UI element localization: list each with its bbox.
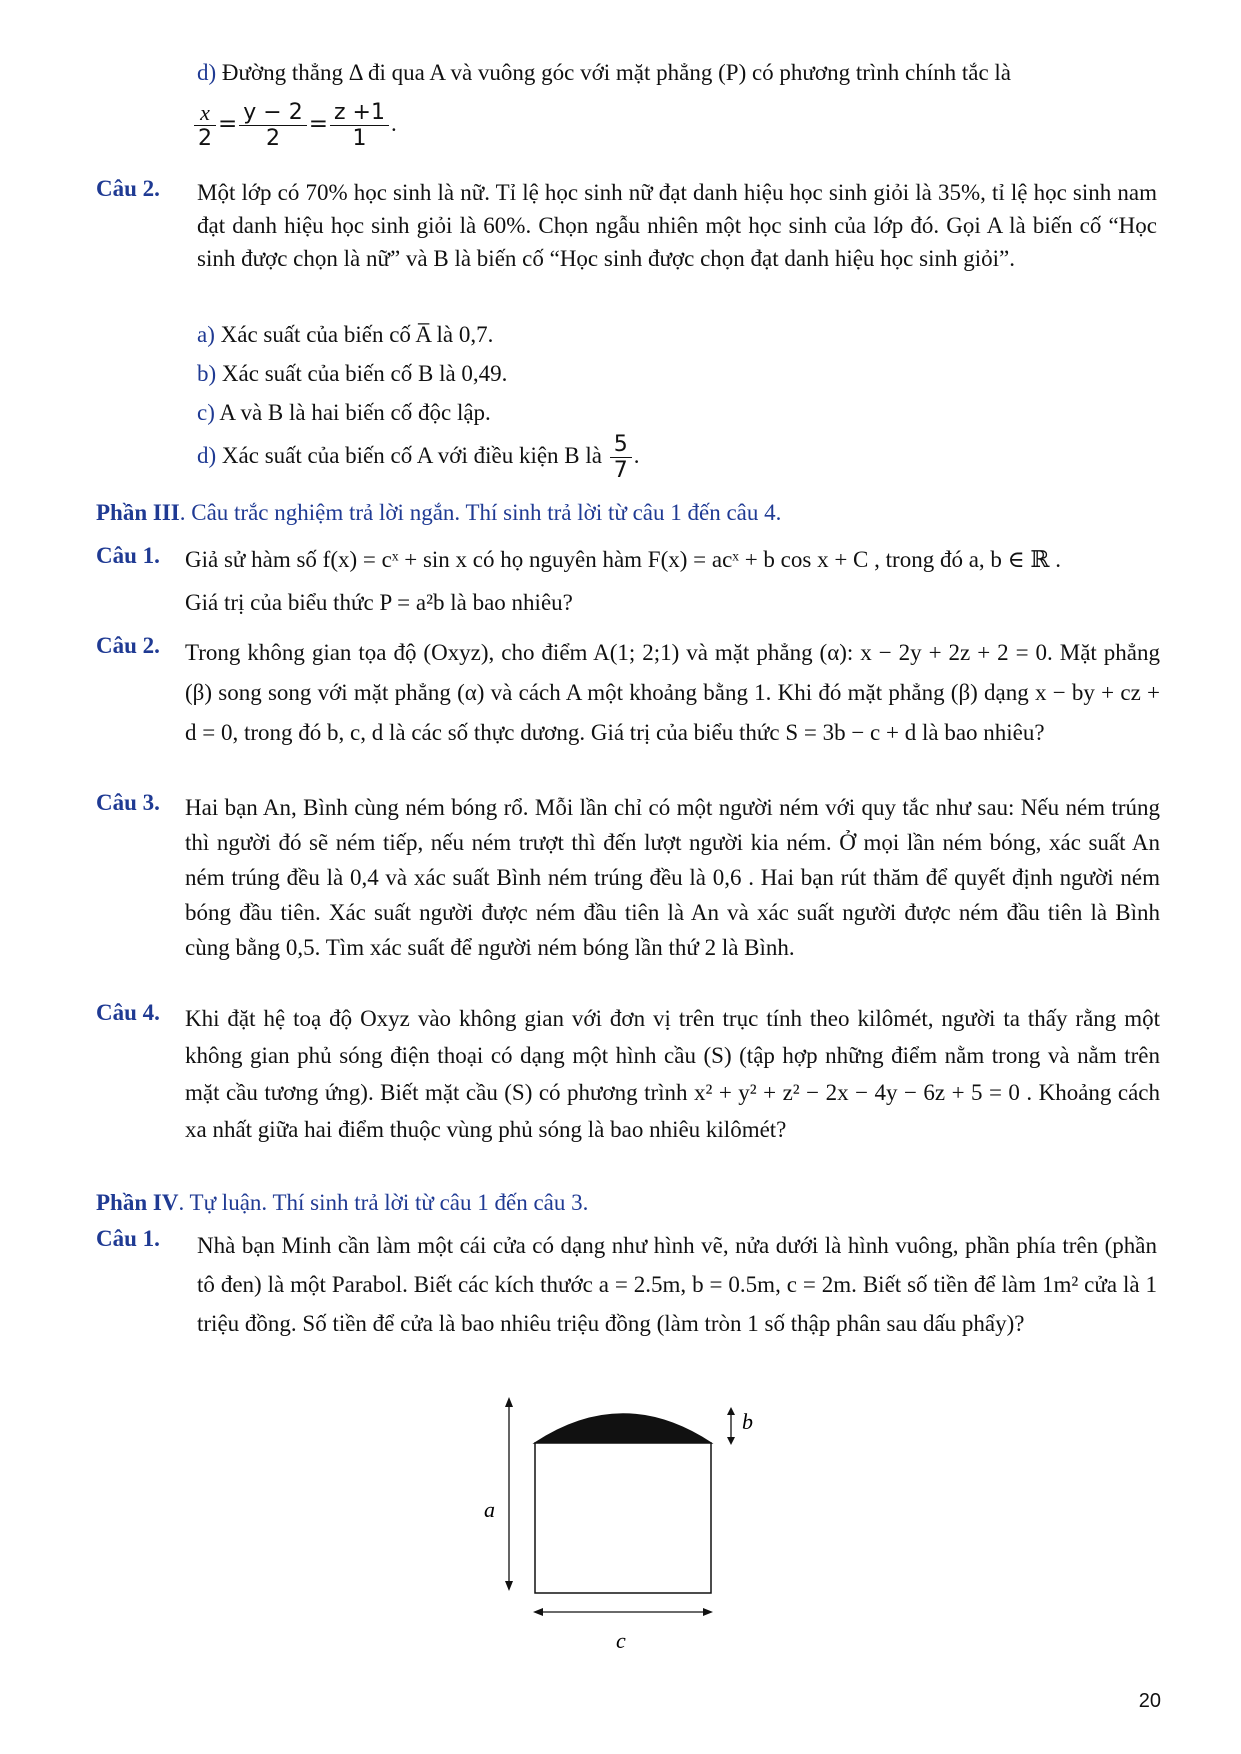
numerator: z +1 — [330, 100, 389, 126]
option-b — [197, 357, 1147, 390]
fraction — [194, 100, 216, 152]
label-c: c — [616, 1628, 626, 1653]
denominator: 1 — [352, 126, 367, 152]
fraction — [610, 432, 632, 484]
door-figure — [460, 1395, 780, 1655]
option-prefix: d) — [197, 60, 217, 85]
option-d: d) Xác suất của biến cố A với điều kiện B là $\frac{5}{7}$ . — [197, 432, 640, 484]
question-text: Trong không gian tọa độ (Oxyz), cho điểm A(1; 2;1) và mặt phẳng (α): x − 2y + 2z + 2 = 0. Mặt phẳng (β) song song với mặt phẳng (α) và cách A một khoảng bằng 1. Khi đó mặt phẳng (β) dạng x − by + cz + d = 0, trong đó b, c, d là các số thực dương. Giá trị của biểu thức S = 3b − c + d là bao nhiêu? — [185, 640, 1160, 745]
section-header — [96, 500, 781, 526]
option-prefix: d) — [197, 443, 217, 469]
arrow-head — [727, 1407, 735, 1415]
denominator: 7 — [613, 458, 628, 484]
option-text: A và B là hai biến cố độc lập. — [219, 400, 491, 425]
question-text: Hai bạn An, Bình cùng ném bóng rổ. Mỗi lần chỉ có một người ném với quy tắc như sau: Nếu ném trúng thì người đó sẽ ném tiếp, nếu ném trượt thì đến lượt người kia ném. Ở mọi lần ném bóng, xác suất An ném trúng đều là 0,4 và xác suất Bình ném trúng đều là 0,6 . Hai bạn rút thăm để quyết định người ném bóng đầu tiên. Xác suất người được ném đầu tiên là An và xác suất người được ném đầu tiên là Bình cùng bằng 0,5. Tìm xác suất để người ném bóng lần thứ 2 là Bình. — [185, 795, 1160, 960]
equals-sign: = — [308, 111, 328, 138]
arrow-head — [703, 1608, 713, 1616]
denominator: 2 — [198, 126, 212, 152]
question-line: Giả sử hàm số f(x) = cˣ + sin x có họ nguyên hàm F(x) = acˣ + b cos x + C , trong đó a, b ∈ ℝ . — [185, 547, 1062, 572]
equals-sign: = — [218, 111, 238, 138]
option-text: Xác suất của biến cố A̅ là 0,7. — [220, 322, 494, 347]
fraction — [330, 100, 389, 152]
period: . — [390, 111, 397, 137]
option-prefix: c) — [197, 400, 215, 425]
question-stem: Một lớp có 70% học sinh là nữ. Tỉ lệ học sinh nữ đạt danh hiệu học sinh giỏi là 35%, tỉ lệ học sinh nam đạt danh hiệu học sinh giỏi là 60%. Chọn ngẫu nhiên một học sinh của lớp đó. Gọi A là biến cố “Học sinh được chọn là nữ” và B là biến cố “Học sinh được chọn đạt danh hiệu học sinh giỏi”. — [197, 180, 1157, 271]
canonical-equation — [192, 100, 397, 152]
question-label: Câu 1. — [96, 543, 160, 568]
denominator: 2 — [266, 126, 280, 152]
option-c — [197, 396, 1147, 429]
question-line: Giá trị của biểu thức P = a²b là bao nhiêu? — [185, 590, 573, 615]
numerator: y − 2 — [239, 100, 306, 126]
question-label: Câu 2. — [96, 176, 160, 201]
option-a — [197, 318, 1147, 351]
option-prefix: a) — [197, 322, 215, 347]
option-prefix: b) — [197, 361, 217, 386]
section-subtitle: . Tự luận. Thí sinh trả lời từ câu 1 đến câu 3. — [178, 1190, 589, 1215]
parabola-region — [535, 1414, 711, 1443]
arrow-head — [505, 1581, 513, 1591]
option-text: Xác suất của biến cố A với điều kiện B là — [221, 443, 602, 469]
section-subtitle: . Câu trắc nghiệm trả lời ngắn. Thí sinh trả lời từ câu 1 đến câu 4. — [179, 500, 782, 525]
page-number: 20 — [1138, 1690, 1161, 1712]
arrow-head — [505, 1397, 513, 1407]
question-text: Nhà bạn Minh cần làm một cái cửa có dạng như hình vẽ, nửa dưới là hình vuông, phần phía trên (phần tô đen) là một Parabol. Biết các kích thước a = 2.5m, b = 0.5m, c = 2m. Biết số tiền để làm 1m² cửa là 1 triệu đồng. Số tiền để cửa là bao nhiêu triệu đồng (làm tròn 1 số thập phân sau dấu phẩy)? — [197, 1233, 1157, 1336]
section-header — [96, 1190, 588, 1216]
label-a: a — [484, 1497, 495, 1522]
arrow-head — [727, 1437, 735, 1445]
label-b: b — [742, 1409, 753, 1434]
arrow-head — [533, 1608, 543, 1616]
question-label: Câu 3. — [96, 790, 160, 815]
option-text: Đường thẳng Δ đi qua A và vuông góc với mặt phẳng (P) có phương trình chính tắc là — [221, 60, 1012, 85]
numerator: x — [194, 100, 216, 126]
square-region — [535, 1443, 711, 1593]
question-label: Câu 2. — [96, 633, 160, 658]
question-label: Câu 1. — [96, 1226, 160, 1251]
prev-option-d — [197, 56, 1147, 89]
question-text: Khi đặt hệ toạ độ Oxyz vào không gian với đơn vị trên trục tính theo kilômét, người ta thấy rằng một không gian phủ sóng điện thoại có dạng một hình cầu (S) (tập hợp những điểm nằm trong và nằm trên mặt cầu tương ứng). Biết mặt cầu (S) có phương trình x² + y² + z² − 2x − 4y − 6z + 5 = 0 . Khoảng cách xa nhất giữa hai điểm thuộc vùng phủ sóng là bao nhiêu kilômét? — [185, 1006, 1160, 1142]
question-label: Câu 4. — [96, 1000, 160, 1025]
fraction — [239, 100, 306, 152]
section-title: Phần IV — [96, 1190, 179, 1215]
option-text: Xác suất của biến cố B là 0,49. — [221, 361, 508, 386]
section-title: Phần III — [96, 500, 180, 525]
numerator: 5 — [610, 432, 632, 458]
